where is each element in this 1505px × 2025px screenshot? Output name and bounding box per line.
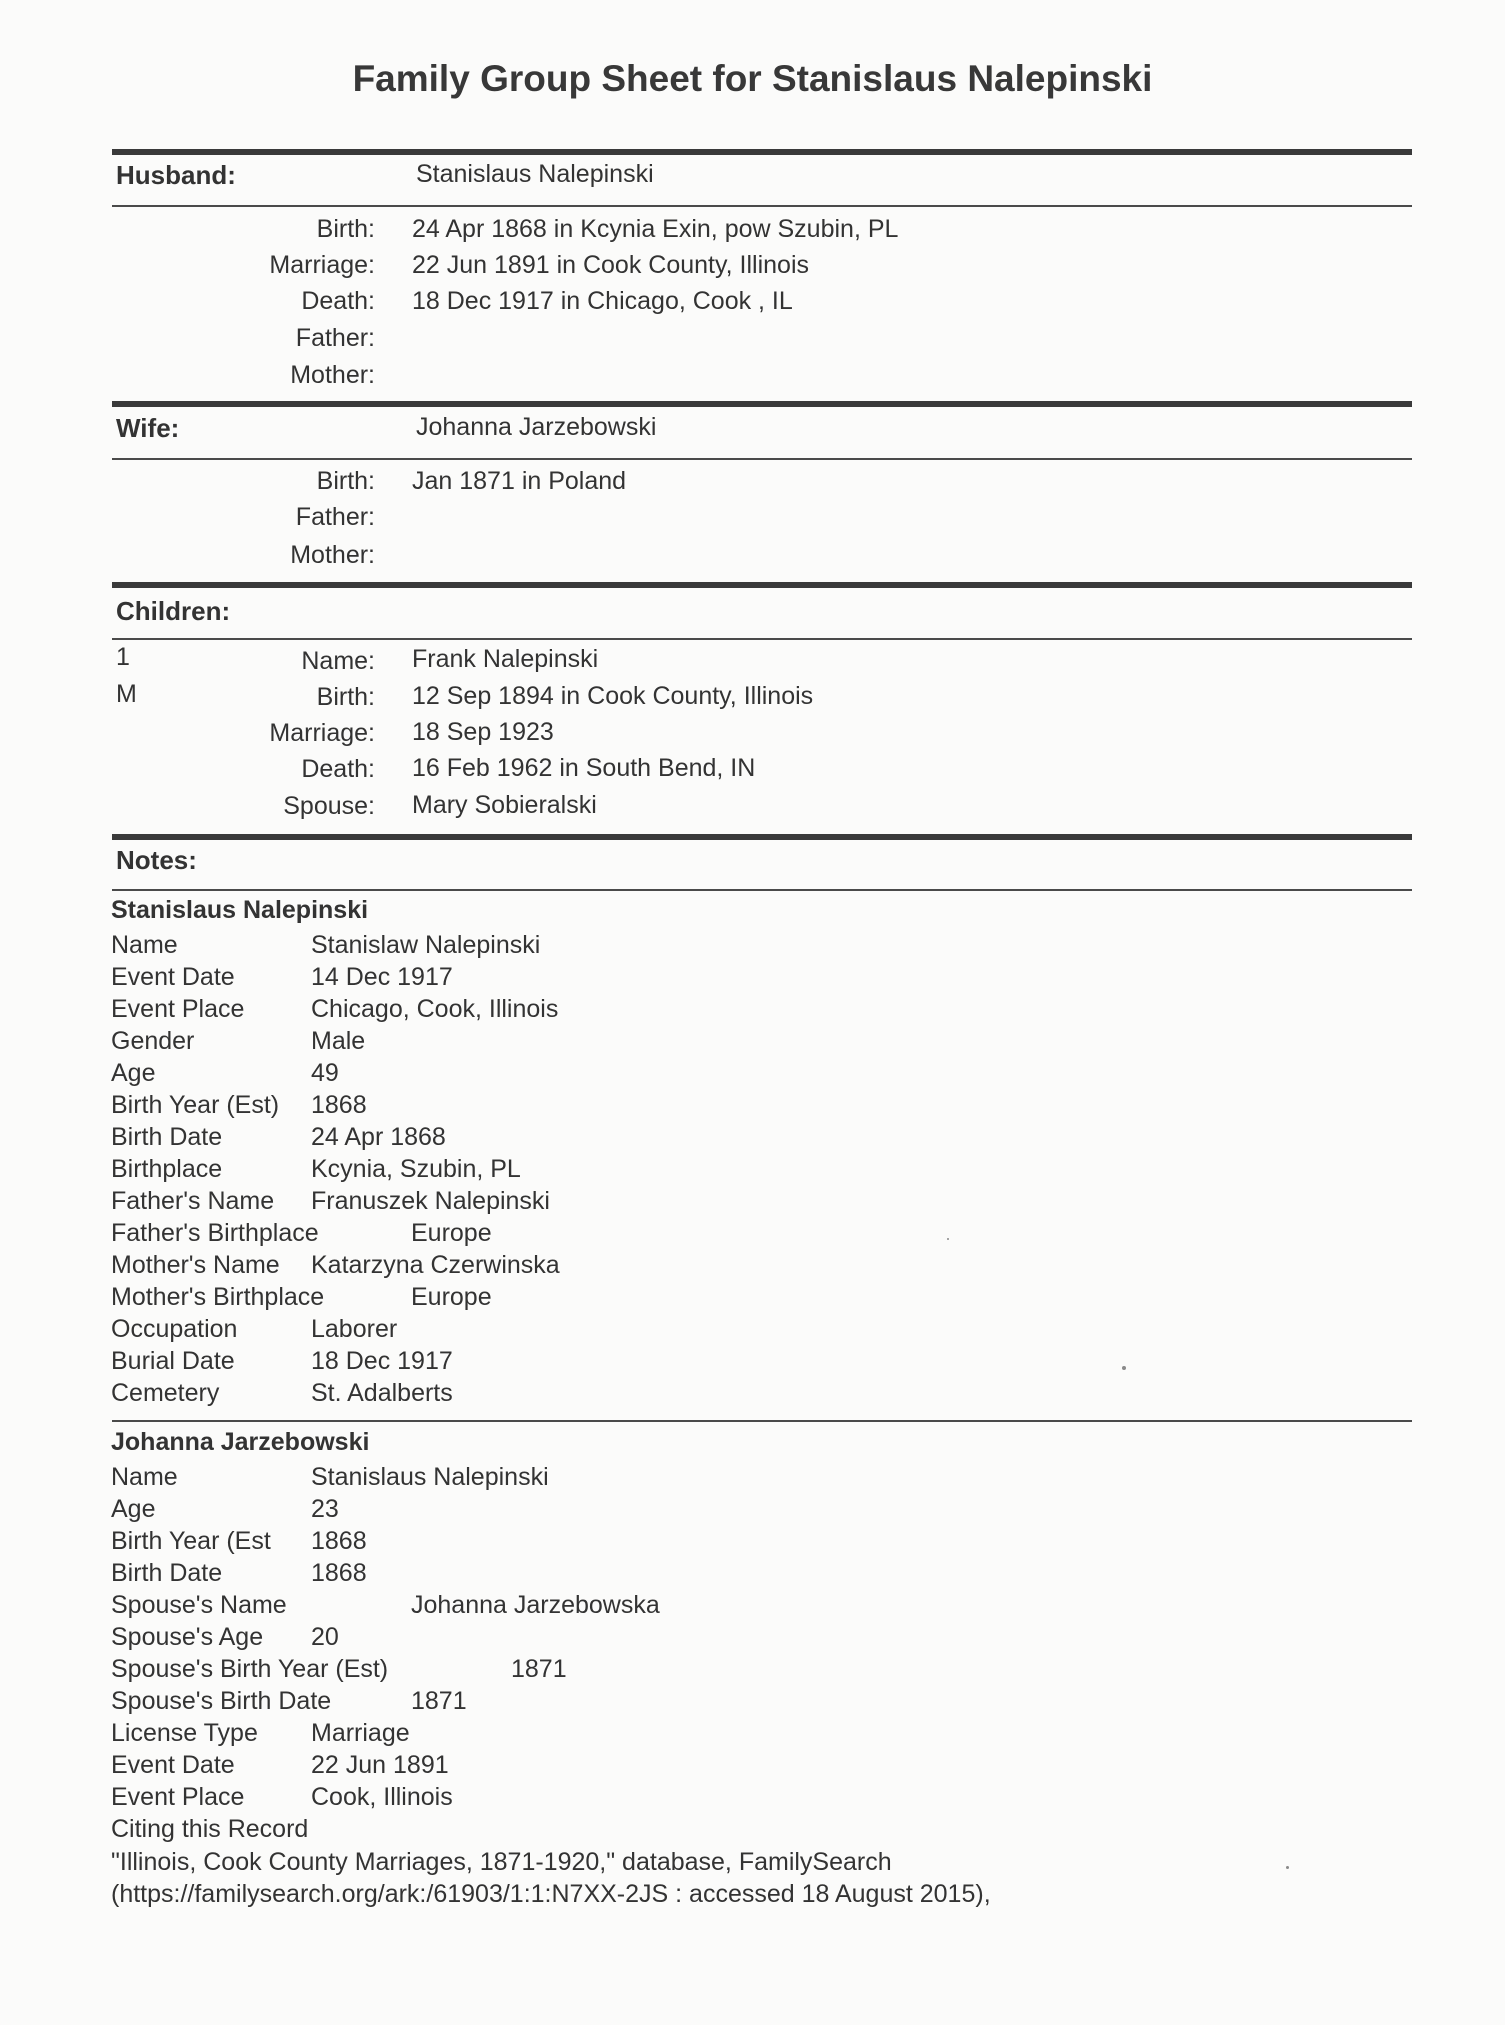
note-value: Katarzyna Czerwinska [311,1251,560,1279]
notes-header: Notes: [116,845,197,875]
note-value: St. Adalberts [311,1379,453,1407]
citation-line-1: "Illinois, Cook County Marriages, 1871-1920," database, FamilySearch [111,1848,892,1876]
husband-marriage-value: 22 Jun 1891 in Cook County, Illinois [412,251,809,279]
note-heading-johanna: Johanna Jarzebowski [111,1428,370,1456]
divider [112,458,1412,460]
note-label: Age [111,1059,156,1087]
child-birth-label: Birth: [316,683,375,711]
note-label: Father's Birthplace [111,1219,319,1247]
note-value: 18 Dec 1917 [311,1347,453,1375]
note-label: Birthplace [111,1155,223,1183]
note-value: Cook, Illinois [311,1783,453,1811]
note-value: 20 [311,1623,339,1651]
divider [112,638,1412,640]
note-value: 24 Apr 1868 [311,1123,446,1151]
note-value: 1871 [411,1687,467,1715]
husband-death-value: 18 Dec 1917 in Chicago, Cook , IL [412,287,793,315]
note-label: Event Date [111,963,235,991]
divider [112,205,1412,207]
wife-father-label: Father: [295,503,375,531]
note-value: Franuszek Nalepinski [311,1187,550,1215]
note-value: 14 Dec 1917 [311,963,453,991]
note-label: Name [111,1463,178,1491]
note-value: 49 [311,1059,339,1087]
note-value: Chicago, Cook, Illinois [311,995,559,1023]
child-death-label: Death: [301,755,375,783]
note-label: Mother's Name [111,1251,280,1279]
note-value: 1871 [511,1655,567,1683]
child-spouse-value: Mary Sobieralski [412,791,597,819]
note-label: Burial Date [111,1347,235,1375]
note-label: Spouse's Birth Date [111,1687,332,1715]
note-value: Laborer [311,1315,398,1343]
husband-birth-value: 24 Apr 1868 in Kcynia Exin, pow Szubin, PL [412,215,899,243]
note-value: Europe [411,1219,492,1247]
section-rule [112,834,1412,840]
note-label: Birth Date [111,1123,223,1151]
husband-mother-label: Mother: [290,361,375,389]
note-heading-stanislaus: Stanislaus Nalepinski [111,896,369,924]
child-number: 1 [116,643,130,671]
husband-birth-label: Birth: [316,215,375,243]
husband-marriage-label: Marriage: [269,251,375,279]
note-label: Name [111,931,178,959]
wife-birth-value: Jan 1871 in Poland [412,467,627,495]
note-label: Spouse's Birth Year (Est) [111,1655,389,1683]
note-label: Birth Year (Est [111,1527,271,1555]
note-value: Johanna Jarzebowska [411,1591,660,1619]
child-sex: M [116,680,137,708]
scan-speck [947,1238,949,1240]
note-label: Event Date [111,1751,235,1779]
note-value: Kcynia, Szubin, PL [311,1155,521,1183]
wife-mother-label: Mother: [290,541,375,569]
note-label: Gender [111,1027,195,1055]
wife-name: Johanna Jarzebowski [416,413,657,441]
husband-father-label: Father: [295,324,375,352]
child-birth-value: 12 Sep 1894 in Cook County, Illinois [412,682,814,710]
note-value: Marriage [311,1719,410,1747]
note-label: Event Place [111,995,245,1023]
husband-death-label: Death: [301,287,375,315]
divider [112,889,1412,891]
section-rule [112,582,1412,588]
note-value: Stanislaus Nalepinski [311,1463,549,1491]
note-label: Mother's Birthplace [111,1283,325,1311]
citing-label: Citing this Record [111,1815,309,1843]
note-label: Father's Name [111,1187,275,1215]
note-label: License Type [111,1719,258,1747]
child-spouse-label: Spouse: [283,792,375,820]
citation-line-2: (https://familysearch.org/ark:/61903/1:1:N7XX-2JS : accessed 18 August 2015), [111,1880,991,1908]
note-label: Occupation [111,1315,238,1343]
note-value: 22 Jun 1891 [311,1751,449,1779]
note-value: 1868 [311,1559,367,1587]
husband-name: Stanislaus Nalepinski [416,160,654,188]
note-value: 1868 [311,1091,367,1119]
page-title: Family Group Sheet for Stanislaus Nalepinski [352,58,1153,99]
note-label: Age [111,1495,156,1523]
child-name-label: Name: [301,647,375,675]
section-rule [112,401,1412,407]
children-header: Children: [116,596,231,626]
scan-speck [1286,1866,1289,1869]
note-label: Birth Date [111,1559,223,1587]
note-label: Cemetery [111,1379,220,1407]
divider [112,1420,1412,1422]
note-label: Spouse's Name [111,1591,287,1619]
note-value: 23 [311,1495,339,1523]
note-label: Spouse's Age [111,1623,264,1651]
note-label: Birth Year (Est) [111,1091,280,1119]
note-value: 1868 [311,1527,367,1555]
child-marriage-value: 18 Sep 1923 [412,718,554,746]
note-label: Event Place [111,1783,245,1811]
section-rule [112,149,1412,155]
note-value: Male [311,1027,366,1055]
note-value: Stanislaw Nalepinski [311,931,541,959]
note-value: Europe [411,1283,492,1311]
scan-speck [1122,1366,1126,1370]
child-name-value: Frank Nalepinski [412,645,599,673]
husband-header: Husband: [116,160,236,190]
child-marriage-label: Marriage: [269,719,375,747]
child-death-value: 16 Feb 1962 in South Bend, IN [412,754,756,782]
wife-header: Wife: [116,413,180,443]
wife-birth-label: Birth: [316,467,375,495]
